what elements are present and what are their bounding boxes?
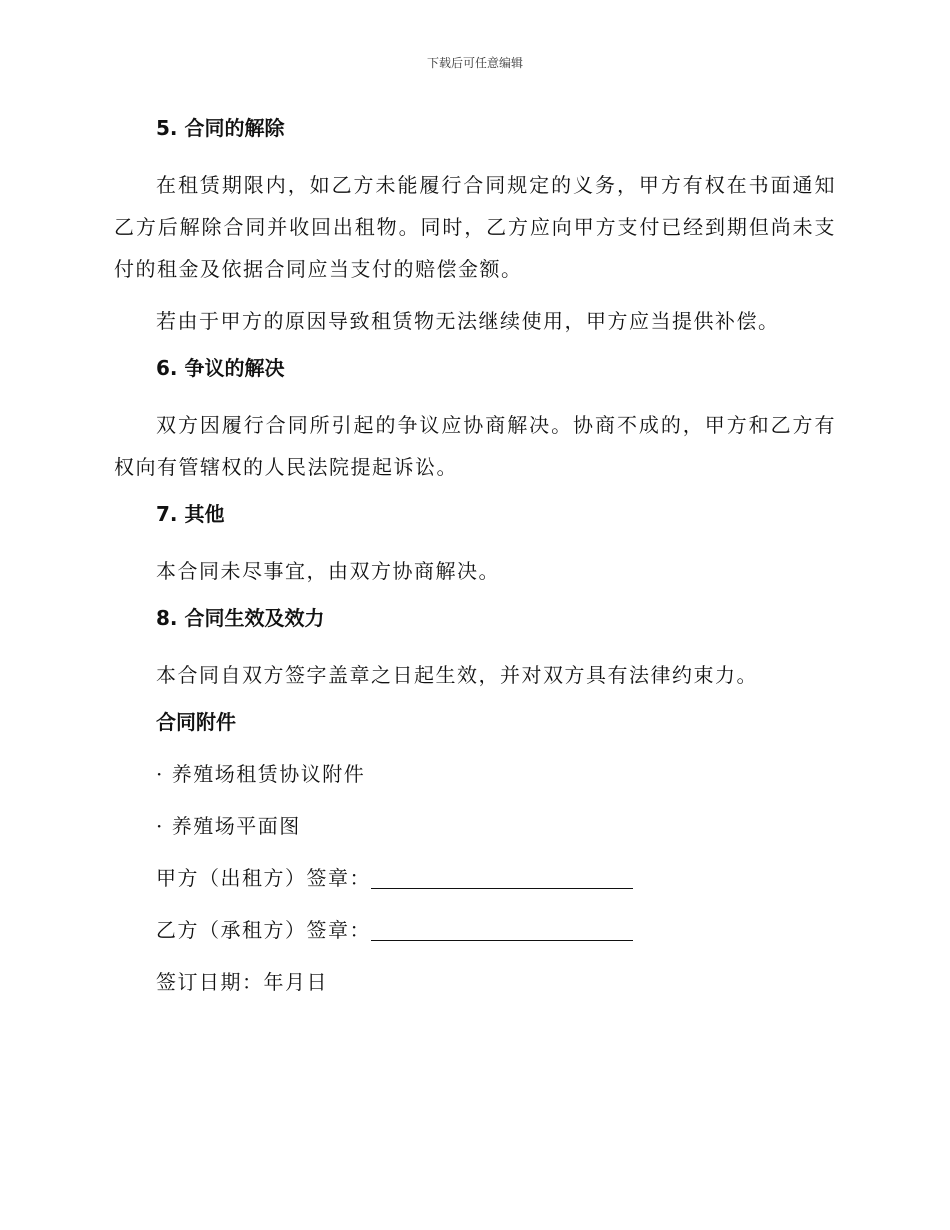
party-a-signature-line bbox=[371, 868, 633, 889]
party-a-signature-label: 甲方（出租方）签章： bbox=[156, 866, 371, 890]
section-7-paragraph-1: 本合同未尽事宜，由双方协商解决。 bbox=[156, 559, 500, 583]
section-6-paragraph-1: 双方因履行合同所引起的争议应协商解决。协商不成的，甲方和乙方有权向有管辖权的人民法院提起诉讼。 bbox=[114, 413, 836, 479]
section-5-title: 5. 合同的解除 bbox=[156, 116, 285, 140]
section-7-title: 7. 其他 bbox=[156, 502, 225, 526]
signing-date: 签订日期：年月日 bbox=[156, 970, 328, 994]
attachment-item-1: · 养殖场租赁协议附件 bbox=[156, 762, 366, 786]
party-a-signature-row bbox=[114, 862, 836, 894]
section-8-title: 8. 合同生效及效力 bbox=[156, 606, 325, 630]
section-5-paragraph-1: 在租赁期限内，如乙方未能履行合同规定的义务，甲方有权在书面通知乙方后解除合同并收回出租物。同时，乙方应向甲方支付已经到期但尚未支付的租金及依据合同应当支付的赔偿金额。 bbox=[114, 173, 836, 281]
section-5-paragraph-2: 若由于甲方的原因导致租赁物无法继续使用，甲方应当提供补偿。 bbox=[156, 309, 780, 333]
attachment-item-2: · 养殖场平面图 bbox=[156, 814, 301, 838]
document-body bbox=[114, 112, 836, 1018]
party-b-signature-row bbox=[114, 914, 836, 946]
section-8-paragraph-1: 本合同自双方签字盖章之日起生效，并对双方具有法律约束力。 bbox=[156, 663, 758, 687]
party-b-signature-line bbox=[371, 920, 633, 941]
page-header: 下载后可任意编辑 bbox=[426, 56, 523, 70]
party-b-signature-label: 乙方（承租方）签章： bbox=[156, 918, 371, 942]
attachments-title: 合同附件 bbox=[156, 710, 236, 734]
section-6-title: 6. 争议的解决 bbox=[156, 356, 285, 380]
